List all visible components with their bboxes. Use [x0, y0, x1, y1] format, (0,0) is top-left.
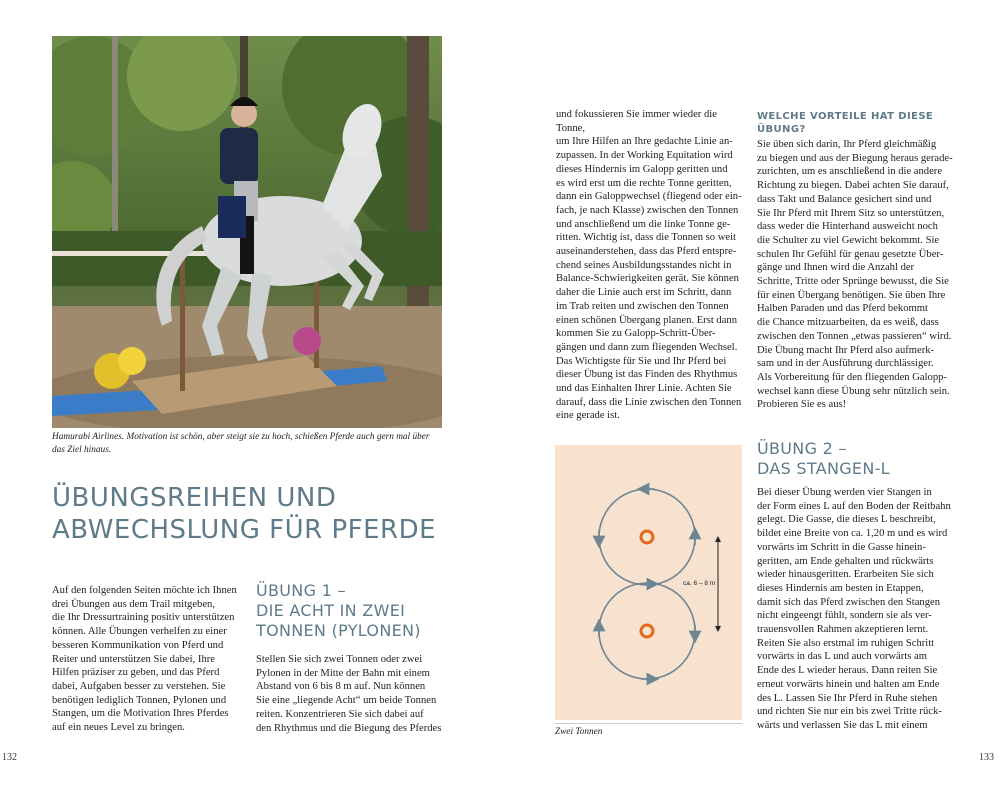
figure-eight-diagram [555, 445, 742, 720]
barrel-lower-icon [641, 625, 653, 637]
exercise1-paragraph: Stellen Sie sich zwei Tonnen oder zwei Pylonen in der Mitte der Bahn mit einem Abstand von 6 bis 8 m auf. Nun können Sie eine „liegende Acht“ um beide Tonnen reiten. Konzentrieren Sie sich dabei auf den Rhythmus und die Biegung des Pferdes [256, 654, 442, 734]
photo-caption: Hamurabi Airlines. Motivation ist schön, aber steigt sie zu hoch, schießen Pferde auch gern mal über das Ziel hinaus. [52, 432, 430, 455]
photo [52, 36, 442, 428]
exercise2-heading: ÜBUNG 2 – DAS STANGEN-L [757, 439, 890, 478]
diagram-caption: Zwei Tonnen [555, 727, 603, 737]
lower-circle-path [599, 583, 695, 679]
figure-eight-svg [555, 445, 742, 720]
page-number-left: 132 [2, 752, 17, 763]
barrel-upper-icon [641, 531, 653, 543]
vorteile-paragraph: Sie üben sich darin, Ihr Pferd gleichmäßig zu biegen und aus der Biegung heraus gerade- zurichten, um es anschließend in die andere Richtung zu biegen. Dabei achten Sie darauf, dass Takt und Balance gesichert sind und Sie Ihr Pferd mit Ihrem Sitz so unterstützen, dass weder die Hinterhand ausweicht noch die Schulter zu viel Gewicht bekommt. Sie schulen Ihr Gefühl für genau gesetzte Über- gänge und Ihnen wird die Anzahl der Schritte, Tritte oder Sprünge bewusst, die Sie für einen Übergang benötigen. Sie üben Ihre Halben Paraden und das Pferd bekommt die Chance mitzuarbeiten, da es weiß, dass zwischen den Tonnen „etwas passieren“ wird. Die Übung macht Ihr Pferd also aufmerk- sam und in der Ausführung durchlässiger. Als Vorbereitung für den fliegenden Galopp- wechsel kann diese Übung sehr nützlich sein. Probieren Sie es aus! [757, 139, 953, 411]
column1-paragraph: und fokussieren Sie immer wieder die Tonne, um Ihre Hilfen an Ihre gedachte Linie an- zupassen. In der Working Equitation wird dieses Hindernis im Galopp geritten und es wird erst um die rechte Tonne geritten, dann ein Galoppwechsel (fliegend oder ein- fach, je nach Klasse) zwischen den Tonnen und anschließend um die linke Tonne ge- ritten. Wichtig ist, dass die Tonnen so weit auseinanderstehen, dass das Pferd entspre- chend seines Ausbildungsstandes nicht in Balance-Schwierigkeiten gerät. Sie können daher die Linie auch erst im Schritt, dann im Trab reiten und zwischen den Tonnen einen schönen Übergang planen. Erst dann kommen Sie zu Galopp-Schritt-Über- gängen und dann zum fliegenden Wechsel. Das Wichtigste für Sie und Ihr Pferd bei dieser Übung ist das Finden des Rhythmus und das Einhalten Ihrer Linie. Achten Sie darauf, dass die Linie zwischen den Tonnen eine gerade ist. [556, 109, 742, 422]
upper-circle-path [599, 489, 695, 585]
horse-photo-illustration [52, 36, 442, 428]
main-heading: ÜBUNGSREIHEN UND ABWECHSLUNG FÜR PFERDE [52, 483, 437, 545]
page-number-right: 133 [979, 752, 994, 763]
intro-paragraph: Auf den folgenden Seiten möchte ich Ihnen drei Übungen aus dem Trail mitgeben, die Ihr Dressurtraining positiv unterstützen können. Alle Übungen verhelfen zu einer besseren Kommunikation von Pferd und Reiter und unterstützen Sie dabei, Ihre Hilfen präziser zu geben, und das Pferd dabei, Aufgaben besser zu verstehen. Sie benötigen lediglich Tonnen, Pylonen und Stangen, um die Motivation Ihres Pferdes auf ein neues Level zu bringen. [52, 585, 237, 734]
diagram-divider [555, 723, 742, 724]
vorteile-heading: WELCHE VORTEILE HAT DIESE ÜBUNG? [757, 111, 934, 135]
exercise2-paragraph: Bei dieser Übung werden vier Stangen in der Form eines L auf den Boden der Reitbahn gelegt. Die Gasse, die dieses L beschreibt, bildet eine Breite von ca. 1,20 m und es wird vorwärts im Schritt in die Gasse hinein- geritten, am Ende gehalten und rückwärts wieder hinausgeritten. Erarbeiten Sie sich dieses Hindernis am besten in Etappen, damit sich das Pferd zwischen den Stangen nicht eingeengt fühlt, sondern sie als ver- trauensvollen Rahmen akzeptieren lernt. Reiten Sie also erstmal im ruhigen Schritt vorwärts in das L und auch vorwärts am Ende des L wieder heraus. Dann reiten Sie erneut vorwärts hinein und halten am Ende des L. Lassen Sie Ihr Pferd in Ruhe stehen und richten Sie nur ein bis zwei Tritte rück- wärts und verlassen Sie das L mit einem [757, 487, 951, 731]
distance-label: ca. 6 – 8 m [683, 580, 716, 587]
exercise1-heading: ÜBUNG 1 – DIE ACHT IN ZWEI TONNEN (PYLONEN) [256, 581, 421, 640]
